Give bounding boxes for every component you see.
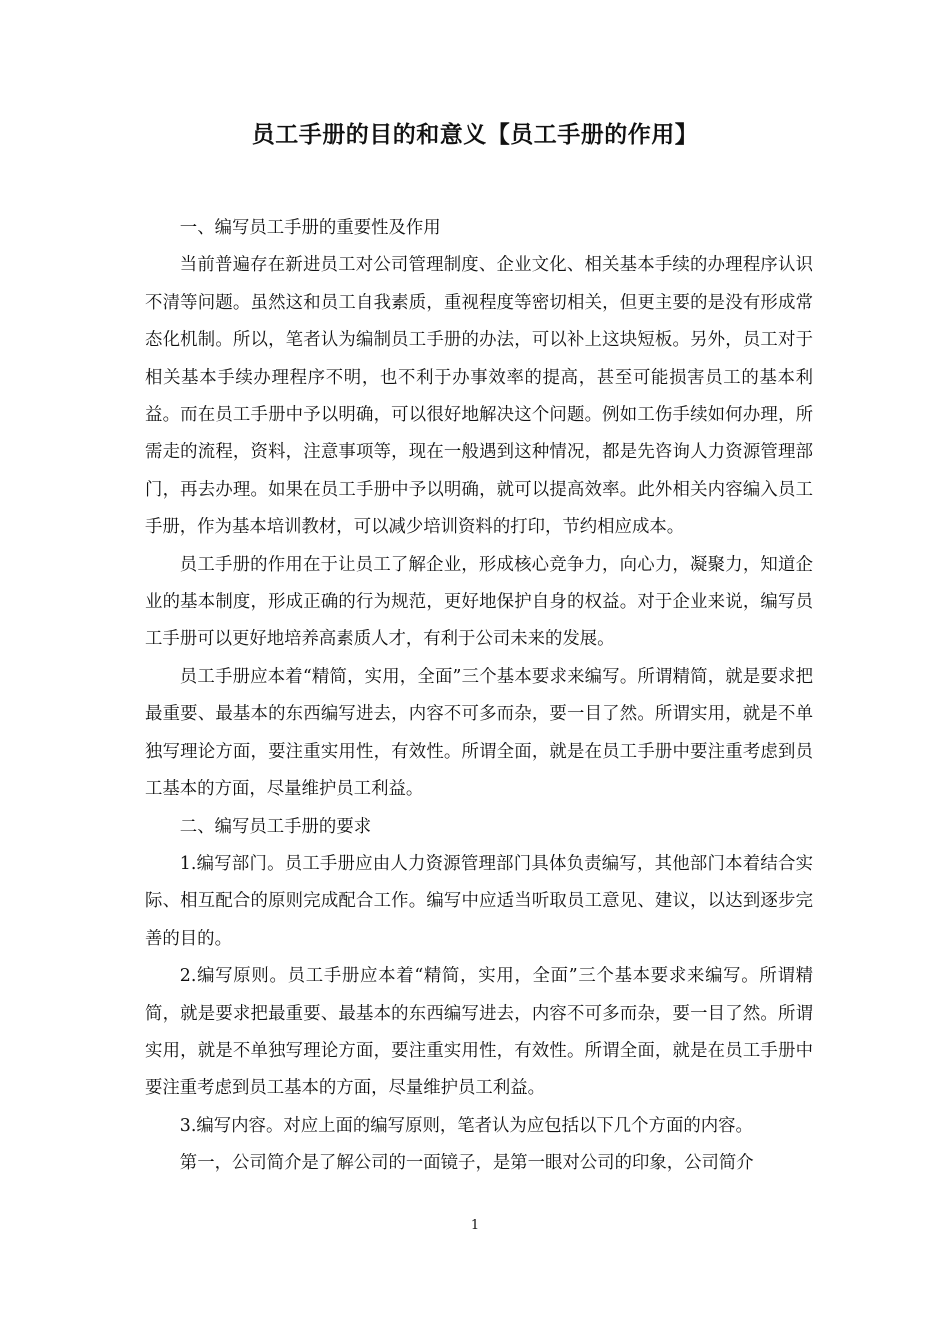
paragraph: 1.编写部门。员工手册应由人力资源管理部门具体负责编写，其他部门本着结合实际、相互配合的原则完成配合工作。编写中应适当听取员工意见、建议，以达到逐步完善的目的。 [145,853,813,949]
paragraph: 员工手册的作用在于让员工了解企业，形成核心竞争力，向心力，凝聚力，知道企业的基本制度，形成正确的行为规范，更好地保护自身的权益。对于企业来说，编写员工手册可以更好地培养高素质人才，有利于公司未来的发展。 [145,554,813,650]
section-heading-1: 一、编写员工手册的重要性及作用 [179,218,441,238]
paragraph: 员工手册应本着“精简，实用，全面”三个基本要求来编写。所谓精简，就是要求把最重要、最基本的东西编写进去，内容不可多而杂，要一目了然。所谓实用，就是不单独写理论方面，要注重实用性，有效性。所谓全面，就是在员工手册中要注重考虑到员工基本的方面，尽量维护员工利益。 [145,666,813,800]
document-body [145,210,813,1183]
document-title: 员工手册的目的和意义【员工手册的作用】 [251,121,699,148]
paragraph: 3.编写内容。对应上面的编写原则，笔者认为应包括以下几个方面的内容。 [179,1115,753,1136]
section-heading-2: 二、编写员工手册的要求 [179,816,372,837]
paragraph: 第一，公司简介是了解公司的一面镜子，是第一眼对公司的印象，公司简介 [179,1153,754,1174]
paragraph: 当前普遍存在新进员工对公司管理制度、企业文化、相关基本手续的办理程序认识不清等问题。虽然这和员工自我素质，重视程度等密切相关，但更主要的是没有形成常态化机制。所以，笔者认为编制员工手册的办法，可以补上这块短板。另外，员工对于相关基本手续办理程序不明，也不利于办事效率的提高，甚至可能损害员工的基本利益。而在员工手册中予以明确，可以很好地解决这个问题。例如工伤手续如何办理，所需走的流程，资料，注意事项等，现在一般遇到这种情况，都是先咨询人力资源管理部门，再去办理。如果在员工手册中予以明确，就可以提高效率。此外相关内容编入员工手册，作为基本培训教材，可以减少培训资料的打印，节约相应成本。 [145,255,813,538]
page-number: 1 [470,1218,480,1233]
paragraph: 2.编写原则。员工手册应本着“精简，实用，全面”三个基本要求来编写。所谓精简，就是要求把最重要、最基本的东西编写进去，内容不可多而杂，要一目了然。所谓实用，就是不单独写理论方面，要注重实用性，有效性。所谓全面，就是在员工手册中要注重考虑到员工基本的方面，尽量维护员工利益。 [145,966,813,1099]
